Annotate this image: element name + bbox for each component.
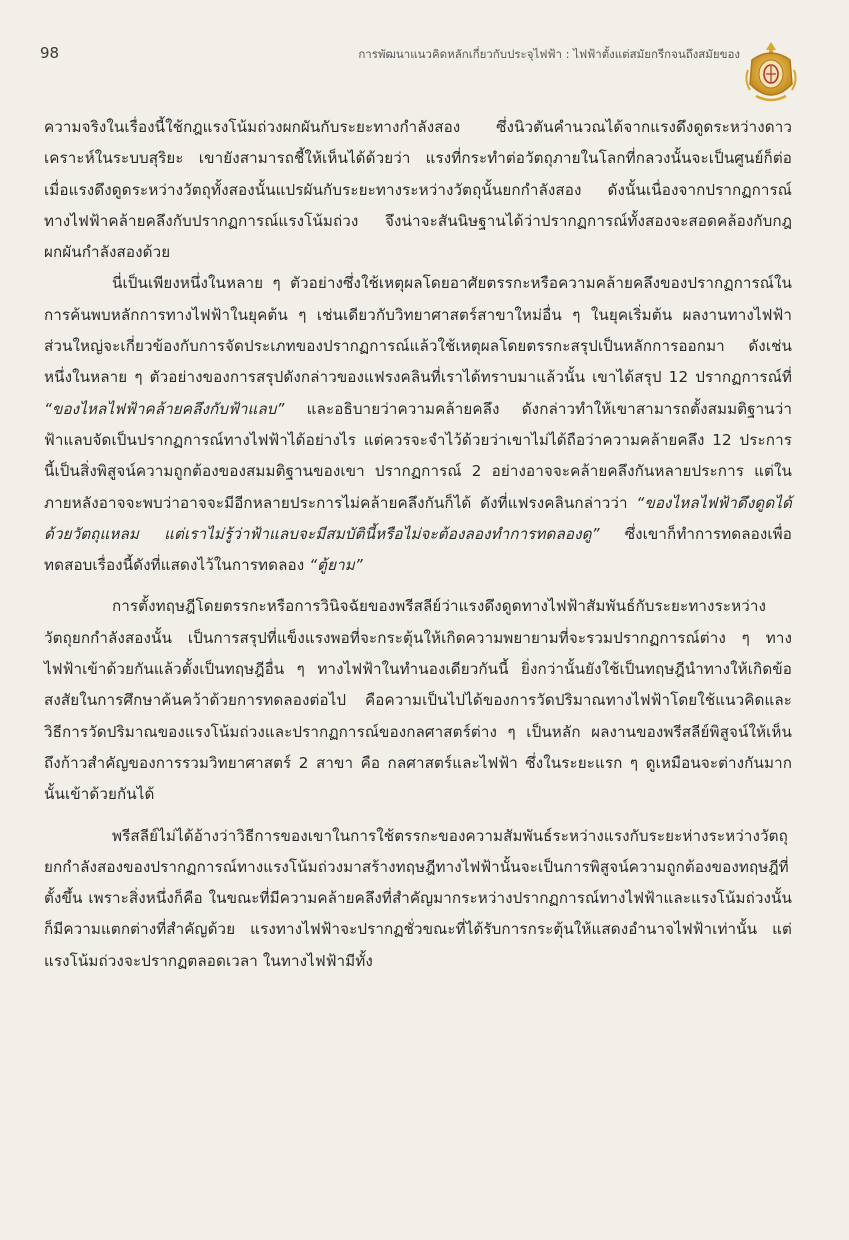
paragraph bbox=[44, 821, 792, 977]
italic-quote: “ตู้ยาม” bbox=[309, 556, 363, 575]
paragraph bbox=[44, 591, 792, 810]
text-segment: พรีสลีย์ไม่ได้อ้างว่าวิธีการของเขาในการใช้ตรรกะของความสัมพันธ์ระหว่างแรงกับระยะห่างระหว่างวัตถุยกกำลังสองของปรากฏการณ์ทางแรงโน้มถ่วงมาสร้างทฤษฎีทางไฟฟ้านั้นจะเป็นการพิสูจน์ความถูกต้องของทฤษฎีที่ตั้งขึ้น เพราะสิ่งหนึ่งก็คือ ในขณะที่มีความคล้ายคลึงที่สำคัญมากระหว่างปรากฏการณ์ทางไฟฟ้าและแรงโน้มถ่วงนั้น ก็มีความแตกต่างที่สำคัญด้วย แรงทางไฟฟ้าจะปรากฏชั่วขณะที่ได้รับการกระตุ้นให้แสดงอำนาจไฟฟ้าเท่านั้น แต่แรงโน้มถ่วงจะปรากฏตลอดเวลา ในทางไฟฟ้ามีทั้ง bbox=[44, 826, 792, 970]
royal-emblem-seal-icon bbox=[742, 40, 800, 108]
text-segment: นี่เป็นเพียงหนึ่งในหลาย ๆ ตัวอย่างซึ่งใช้เหตุผลโดยอาศัยตรรกะหรือความคล้ายคลึงของปรากฏการณ์ในการค้นพบหลักการทางไฟฟ้าในยุคต้น ๆ เช่นเดียวกับวิทยาศาสตร์สาขาใหม่อื่น ๆ ในยุคเริ่มต้น ผลงานทางไฟฟ้าส่วนใหญ่จะเกี่ยวข้องกับการจัดประเภทของปรากฏการณ์แล้วใช้เหตุผลโดยตรรกะสรุปเป็นหลักการออกมา ดังเช่นหนึ่งในหลาย ๆ ตัวอย่างของการสรุปดังกล่าวของแฟรงคลินที่เราได้ทราบมาแล้วนั้น เขาได้สรุป 12 ปรากฏการณ์ที่ bbox=[44, 274, 792, 387]
text-segment: การตั้งทฤษฎีโดยตรรกะหรือการวินิจฉัยของพรีสลีย์ว่าแรงดึงดูดทางไฟฟ้าสัมพันธ์กับระยะทางระหว่างวัตถุยกกำลังสองนั้น เป็นการสรุปที่แข็งแรงพอที่จะกระตุ้นให้เกิดความพยายามที่จะรวมปรากฏการณ์ต่าง ๆ ทางไฟฟ้าเข้าด้วยกันแล้วตั้งเป็นทฤษฎีอื่น ๆ ทางไฟฟ้าในทำนองเดียวกันนี้ ยิ่งกว่านั้นยังใช้เป็นทฤษฎีนำทางให้เกิดข้อสงสัยในการศึกษาค้นคว้าด้วยการทดลองต่อไป คือความเป็นไปได้ของการวัดปริมาณทางไฟฟ้าโดยใช้แนวคิดและวิธีการวัดปริมาณของแรงโน้มถ่วงและปรากฏการณ์ของกลศาสตร์ต่าง ๆ เป็นหลัก ผลงานของพรีสลีย์พิสูจน์ให้เห็นถึงก้าวสำคัญของการรวมวิทยาศาสตร์ 2 สาขา คือ กลศาสตร์และไฟฟ้า ซึ่งในระยะแรก ๆ ดูเหมือนจะต่างกันมากนั้นเข้าด้วยกันได้ bbox=[44, 597, 792, 804]
text-segment: ซึ่งเขาก็ทำการทดลองเพื่อทดสอบเรื่องนี้ดังที่แสดงไว้ในการทดลอง bbox=[44, 524, 792, 575]
body-text bbox=[44, 112, 792, 977]
running-header: การพัฒนาแนวคิดหลักเกี่ยวกับประจุไฟฟ้า : ไฟฟ้าตั้งแต่สมัยกรีกจนถึงสมัยของ bbox=[358, 47, 740, 61]
page-number: 98 bbox=[40, 44, 60, 62]
paragraph bbox=[44, 112, 792, 268]
italic-quote: “ของไหลไฟฟ้าดึงดูดได้ด้วยวัตถุแหลม แต่เราไม่รู้ว่าฟ้าแลบจะมีสมบัตินี้หรือไม่จะต้องลองทำการทดลองดู” bbox=[44, 493, 792, 543]
text-segment: ความจริงในเรื่องนี้ใช้กฎแรงโน้มถ่วงผกผันกับระยะทางกำลังสอง ซึ่งนิวตันคำนวณได้จากแรงดึงดูดระหว่างดาวเคราะห์ในระบบสุริยะ เขายังสามารถชี้ให้เห็นได้ด้วยว่า แรงที่กระทำต่อวัตถุภายในโลกที่กลวงนั้นจะเป็นศูนย์ก็ต่อเมื่อแรงดึงดูดระหว่างวัตถุทั้งสองนั้นแปรผันกับระยะทางระหว่างวัตถุนั้นยกกำลังสอง ดังนั้นเนื่องจากปรากฏการณ์ทางไฟฟ้าคล้ายคลึงกับปรากฏการณ์แรงโน้มถ่วง จึงน่าจะสันนิษฐานได้ว่าปรากฏการณ์ทั้งสองจะสอดคล้องกับกฎผกผันกำลังสองด้วย bbox=[44, 118, 792, 262]
italic-quote: “ของไหลไฟฟ้าคล้ายคลึงกับฟ้าแลบ” bbox=[44, 399, 285, 418]
text-segment: และอธิบายว่าความคล้ายคลึง ดังกล่าวทำให้เขาสามารถตั้งสมมติฐานว่าฟ้าแลบจัดเป็นปรากฏการณ์ทางไฟฟ้าได้อย่างไร แต่ควรจะจำไว้ด้วยว่าเขาไม่ได้ถือว่าความคล้ายคลึง 12 ประการนี้เป็นสิ่งพิสูจน์ความถูกต้องของสมมติฐานของเขา ปรากฏการณ์ 2 อย่างอาจจะคล้ายคลึงกันหลายประการ แต่ในภายหลังอาจจะพบว่าอาจจะมีอีกหลายประการไม่คล้ายคลึงกันก็ได้ ดังที่แฟรงคลินกล่าวว่า bbox=[44, 399, 792, 512]
paragraph bbox=[44, 268, 792, 581]
